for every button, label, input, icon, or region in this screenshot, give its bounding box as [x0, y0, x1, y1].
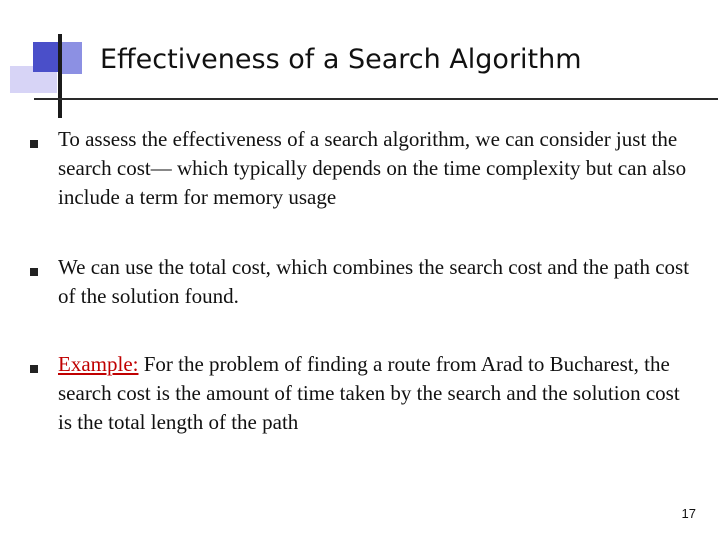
page-number: 17 — [681, 506, 696, 521]
example-label: Example: — [58, 352, 139, 376]
bullet-icon — [30, 268, 38, 276]
bullet-text-1: To assess the effectiveness of a search algorithm, we can consider just the search cost— which typically depends on the time complexity but can also include a term for memory usage — [58, 127, 687, 209]
decorative-square-blue-light — [60, 42, 82, 74]
decorative-vertical-line — [58, 34, 62, 118]
bullet-text-2: We can use the total cost, which combines the search cost and the path cost of the solution found. — [58, 255, 690, 308]
slide-title: Effectiveness of a Search Algorithm — [100, 44, 582, 75]
title-underline — [34, 98, 718, 100]
bullet-text-3 — [58, 350, 698, 437]
bullet-icon — [30, 365, 38, 373]
bullet-icon — [30, 140, 38, 148]
example-text: For the problem of finding a route from Arad to Bucharest, the search cost is the amount of time taken by the search and the solution cost is the total length of the path — [58, 352, 680, 434]
decorative-square-blue — [33, 42, 61, 72]
